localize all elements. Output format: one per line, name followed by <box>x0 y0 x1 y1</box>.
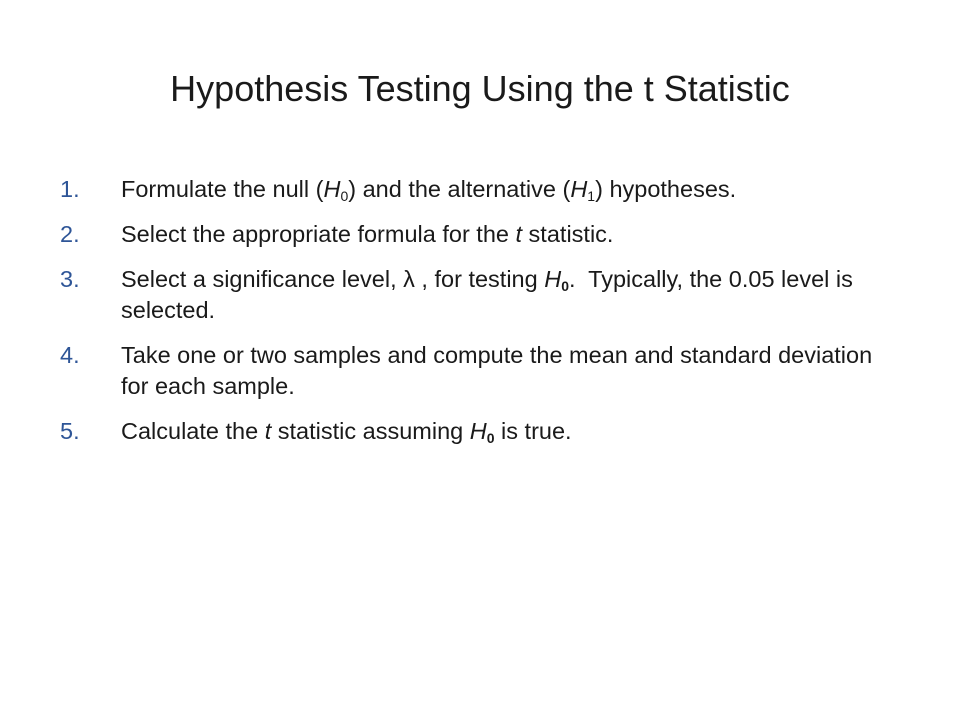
step-number: 2. <box>60 221 80 247</box>
step-number: 5. <box>60 418 80 444</box>
list-item-step-2 <box>60 219 900 250</box>
subscript: 0 <box>561 278 569 294</box>
step-number: 1. <box>60 176 80 202</box>
symbol-t: t <box>515 221 523 247</box>
text-segment: ) hypotheses. <box>595 176 737 202</box>
text-segment: Take one or two samples and compute the mean and standard deviation for each sample. <box>121 342 873 399</box>
symbol-h: H <box>544 266 562 292</box>
text-segment: Select a significance level, λ , for testing <box>121 266 545 292</box>
list-item-step-3 <box>60 264 900 326</box>
text-segment: Select the appropriate formula for the <box>121 221 516 247</box>
slide-title: Hypothesis Testing Using the t Statistic <box>170 68 790 109</box>
step-text <box>121 340 900 402</box>
symbol-h: H <box>323 176 341 202</box>
text-segment: Formulate the null ( <box>121 176 324 202</box>
list-item-step-1 <box>60 174 900 205</box>
list-item-step-4 <box>60 340 900 402</box>
step-number: 4. <box>60 342 80 368</box>
subscript: 0 <box>340 188 349 204</box>
step-text <box>121 174 900 205</box>
step-text <box>121 416 900 447</box>
subscript: 1 <box>587 188 596 204</box>
symbol-h: H <box>570 176 588 202</box>
text-segment: statistic assuming <box>271 418 470 444</box>
text-segment: ) and the alternative ( <box>348 176 571 202</box>
text-segment: statistic. <box>522 221 614 247</box>
step-text <box>121 264 900 326</box>
text-segment: . Typically, the 0.05 level is selected. <box>121 266 860 323</box>
symbol-h: H <box>469 418 487 444</box>
text-segment: is true. <box>494 418 572 444</box>
symbol-t: t <box>264 418 272 444</box>
subscript: 0 <box>486 430 495 446</box>
text-segment: Calculate the <box>121 418 265 444</box>
list-item-step-5 <box>60 416 900 447</box>
step-text <box>121 219 900 250</box>
steps-list <box>60 174 900 461</box>
step-number: 3. <box>60 266 80 292</box>
